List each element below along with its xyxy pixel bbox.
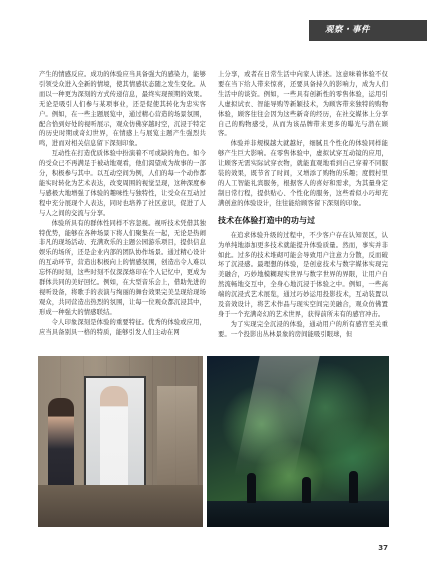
paragraph: 上分享，或者在日常生活中向家人讲述。这意味着体验不仅要在当下给人带来惊喜，还要具备持久的影响力，成为人们生活中的谈资。例如，一些具有创新性的零售体验，运用引人虚拟试衣、智能导购等新颖技术，为顾客带来独特的购物体验，顾客往往会因为这些新奇的经历，在社交媒体上分享自己的购物感受，从而为该品牌带来更多的曝光与潜在顾客。 xyxy=(218,71,388,138)
paragraph: 互动性在打造优质体验中扮演着不可或缺的角色。如今的受众已不再满足于被动地观看，他们渴望成为故事的一部分，积极参与其中。以互动空间为例，人们的每一个动作都能实时转化为艺术表达，改变周围的视觉呈现，这种深度参与感极大地增强了体验的趣味性与独特性，让受众在互动过程中充分展现个人表达，同时也培养了社区意识，促进了人与人之间的交流与分享。 xyxy=(39,150,206,217)
paragraph: 在追求体验升级的过程中，不少客户存在认知误区，认为单纯地添加更多技术就能提升体验质量。然而，事实并非如此。过多的技术堆砌可能会导致用户注意力分散，反而破坏了沉浸感。最理想的体验，是创意技术与数字媒体实现完美融合，巧妙地模糊现实世界与数字世界的界限，让用户自然流畅地交互中，全身心地沉浸于体验之中。例如，一些高端的沉浸式艺术展览，通过巧妙运用投影技术，互动装置以及音效设计，将艺术作品与现实空间完美融合，观众仿佛置身于一个充满奇幻的艺术世界，获得前所未有的感官冲击。 xyxy=(218,231,388,318)
section-label: 观察・事件 xyxy=(325,25,371,35)
visitor-silhouette xyxy=(302,477,311,503)
photo-immersive-room xyxy=(207,356,389,527)
paragraph: 为了实现完全沉浸的体验，通动用户的所有感官至关重要。一个投影出丛林景象的房间能吸引眼球，但 xyxy=(218,320,388,338)
section-heading: 技术在体验打造中的功与过 xyxy=(218,215,316,225)
visitor-silhouette xyxy=(247,473,256,503)
right-column xyxy=(218,70,388,340)
left-column xyxy=(39,70,206,337)
paragraph: 令人印象深刻是体验的重要特征。优秀的体验或应用，应当具备别具一格的特质，能够引发人们主动在网 xyxy=(39,318,206,336)
paragraph: 体验并非规模越大就越好，细腻且个性化的体验同样能够产生巨大影响。在零售体验中，虚拟试穿互动镜的应用，让顾客无需实际试穿衣物，就能直观地看到自己穿着不同服装的效果，既节省了时间，又增添了购物的乐趣；度假村里的人工智能礼宾服务，根据客人的喜好和需求，为其量身定制日常行程，提供贴心、个性化的服务，这些看似小巧却充满创意的体验设计，往往能给顾客留下深刻的印象。 xyxy=(218,140,388,207)
paragraph: 产生的情感反应。成功的体验应当具备强大的感染力，能够引领受众进入全新的情境，使其情感状态随之发生变化。从而以一种更为深刻的方式传递信息，最终实现预期的效果。无论是吸引人们参与某项事业，还是促使其转化为忠实客户。例如，在一些主题展览中，通过精心营造的场景氛围，配合恰到好处的视听展示，观众仿佛穿越时空，沉浸于特定的历史时期或奇幻世界，在情感上与展览主题产生强烈共鸣，进而对相关信息留下深刻印象。 xyxy=(39,71,206,148)
section-header xyxy=(309,20,427,41)
photo-virtual-mirror xyxy=(38,356,203,527)
paragraph: 体验所具有的群体性同样不容忽视。视听技术凭借其独特优势，能够在各种场景下将人们聚集在一起，无论是热闹非凡的现场活动、充满欢乐的主题公园游乐项目，提供信息娱乐的场所，还是企业内部的团队协作场景。通过精心设计的互动环节，营造出积极向上的情感氛围，创造出令人难以忘怀的时刻，这些时刻不仅深深烙印在个人记忆中，更成为群体共同的美好回忆。例如，在大型音乐会上，借助先进的视听设备，将歌手的表演与绚丽的舞台效果完美呈现给现场观众，共同营造出热烈的氛围，让每一位观众都沉浸其中，形成一种强大的情感联结。 xyxy=(39,219,206,316)
clothing-rack xyxy=(157,386,197,496)
photo-strip xyxy=(38,356,389,527)
visitor-silhouette xyxy=(349,471,358,503)
page-number: 37 xyxy=(378,544,388,552)
mirror-reflection xyxy=(100,386,128,496)
